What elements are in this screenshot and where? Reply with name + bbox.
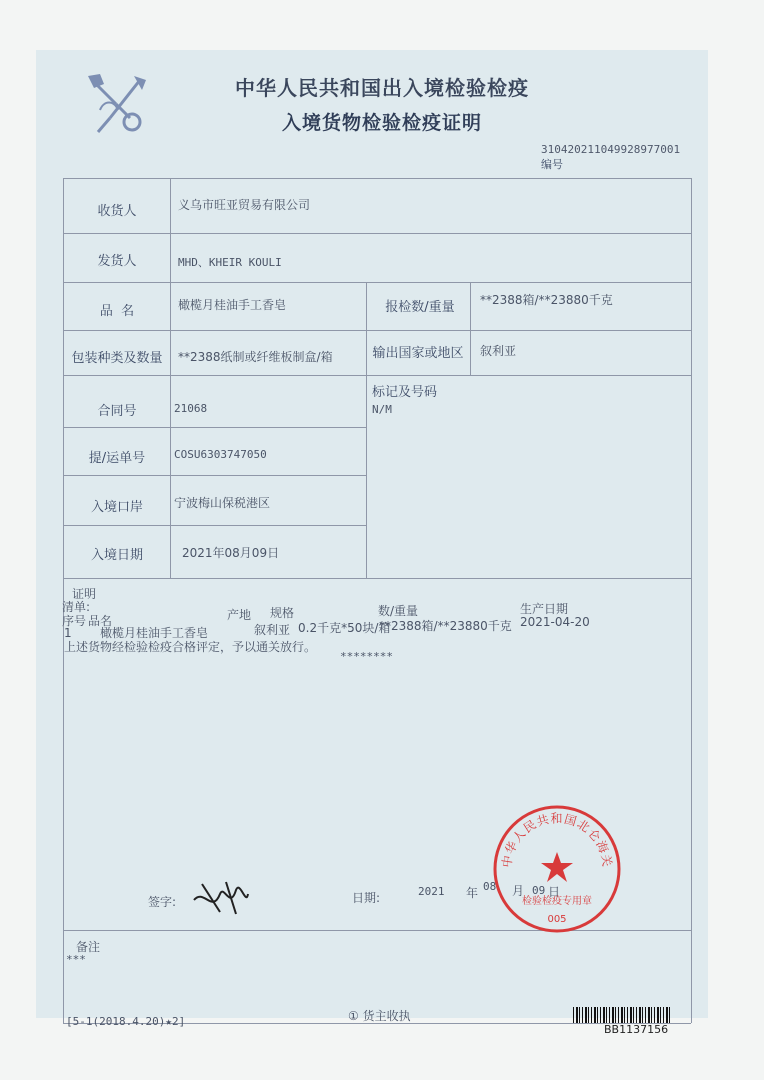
goods-label: 品 名 <box>99 304 135 319</box>
marks-value: N/M <box>372 403 392 416</box>
consignee-value: 义乌市旺亚贸易有限公司 <box>178 198 311 212</box>
date-day-suffix: 日 <box>548 885 561 899</box>
label-column-divider <box>170 178 171 578</box>
list-item-no: 1 <box>64 626 72 640</box>
certificate-number-label: 编号 <box>541 158 563 171</box>
contract-label: 合同号 <box>97 404 137 419</box>
consignor-value: MHD、KHEIR KOULI <box>178 256 282 269</box>
middle-column-divider <box>366 282 367 578</box>
seal-number: 005 <box>547 914 567 925</box>
signature-label: 签字: <box>148 895 177 909</box>
quantity-label: 报检数/重量 <box>385 300 455 315</box>
list-item-qty: **2388箱/**23880千克 <box>379 619 512 633</box>
document-title: 中华人民共和国出入境检验检疫 <box>235 76 529 100</box>
list-header-no: 序号 <box>62 614 87 628</box>
contract-value: 21068 <box>174 402 208 415</box>
row-divider <box>63 233 691 234</box>
bill-label: 提/运单号 <box>88 451 146 466</box>
remarks-value: *** <box>66 953 86 966</box>
list-header-qty: 数/重量 <box>378 604 419 618</box>
official-seal <box>488 800 626 938</box>
list-item-origin: 叙利亚 <box>254 623 291 637</box>
packaging-label: 包装种类及数量 <box>71 351 163 366</box>
port-value: 宁波梅山保税港区 <box>174 496 271 510</box>
form-code: [5-1(2018.4.20)★2] <box>66 1015 186 1028</box>
seal-ring-text: 中华人民共和国北仑海关 <box>499 811 615 869</box>
certificate-label: 证明 <box>72 587 97 601</box>
list-header-pdate: 生产日期 <box>520 602 569 616</box>
port-label: 入境口岸 <box>90 500 143 515</box>
seal-star-icon <box>541 852 573 882</box>
barcode-text: BB1137156 <box>604 1023 669 1036</box>
row-divider <box>63 525 366 526</box>
date-month-suffix: 月 <box>512 884 525 898</box>
list-item-spec: 0.2千克*50块/箱 <box>298 621 391 635</box>
certificate-number: 310420211049928977001 <box>541 143 681 156</box>
goods-value: 橄榄月桂油手工香皂 <box>178 298 287 312</box>
date-year: 2021 <box>418 885 445 898</box>
consignee-label: 收货人 <box>97 204 137 219</box>
date-month: 08 <box>483 880 497 893</box>
signature-image <box>190 870 252 922</box>
consignor-label: 发货人 <box>97 254 137 269</box>
quantity-value: **2388箱/**23880千克 <box>480 293 613 307</box>
right-label-divider <box>470 282 471 375</box>
list-item-name: 橄榄月桂油手工香皂 <box>100 626 209 640</box>
row-divider <box>63 330 691 331</box>
table-border-top <box>63 178 691 179</box>
copy-label: ① 货主收执 <box>348 1009 411 1023</box>
row-divider <box>63 427 366 428</box>
origin-label: 输出国家或地区 <box>372 346 464 361</box>
row-divider <box>63 282 691 283</box>
row-divider <box>63 475 366 476</box>
list-label: 清单: <box>62 600 91 614</box>
seal-center-text: 检验检疫专用章 <box>522 896 592 907</box>
origin-value: 叙利亚 <box>480 344 517 358</box>
date-year-suffix: 年 <box>466 886 479 900</box>
conclusion-stars: ******** <box>340 650 393 663</box>
remarks-label: 备注 <box>76 940 101 954</box>
entry-date-label: 入境日期 <box>90 548 143 563</box>
table-border-right <box>691 178 692 1023</box>
row-divider <box>63 578 691 579</box>
row-divider <box>63 375 691 376</box>
document-subtitle: 入境货物检验检疫证明 <box>281 112 482 134</box>
list-item-pdate: 2021-04-20 <box>520 615 590 629</box>
packaging-value: **2388纸制或纤维板制盒/箱 <box>178 350 333 364</box>
list-header-spec: 规格 <box>270 606 295 620</box>
date-day: 09 <box>532 884 546 897</box>
entry-date-value: 2021年08月09日 <box>182 546 280 560</box>
conclusion-text: 上述货物经检验检疫合格评定，予以通关放行。 <box>64 640 317 654</box>
list-header-name: 品名 <box>88 614 113 628</box>
bill-value: COSU6303747050 <box>174 448 267 461</box>
barcode-image <box>573 1007 671 1023</box>
list-header-origin: 产地 <box>227 608 252 622</box>
date-label: 日期: <box>352 891 381 905</box>
marks-label: 标记及号码 <box>372 385 438 400</box>
